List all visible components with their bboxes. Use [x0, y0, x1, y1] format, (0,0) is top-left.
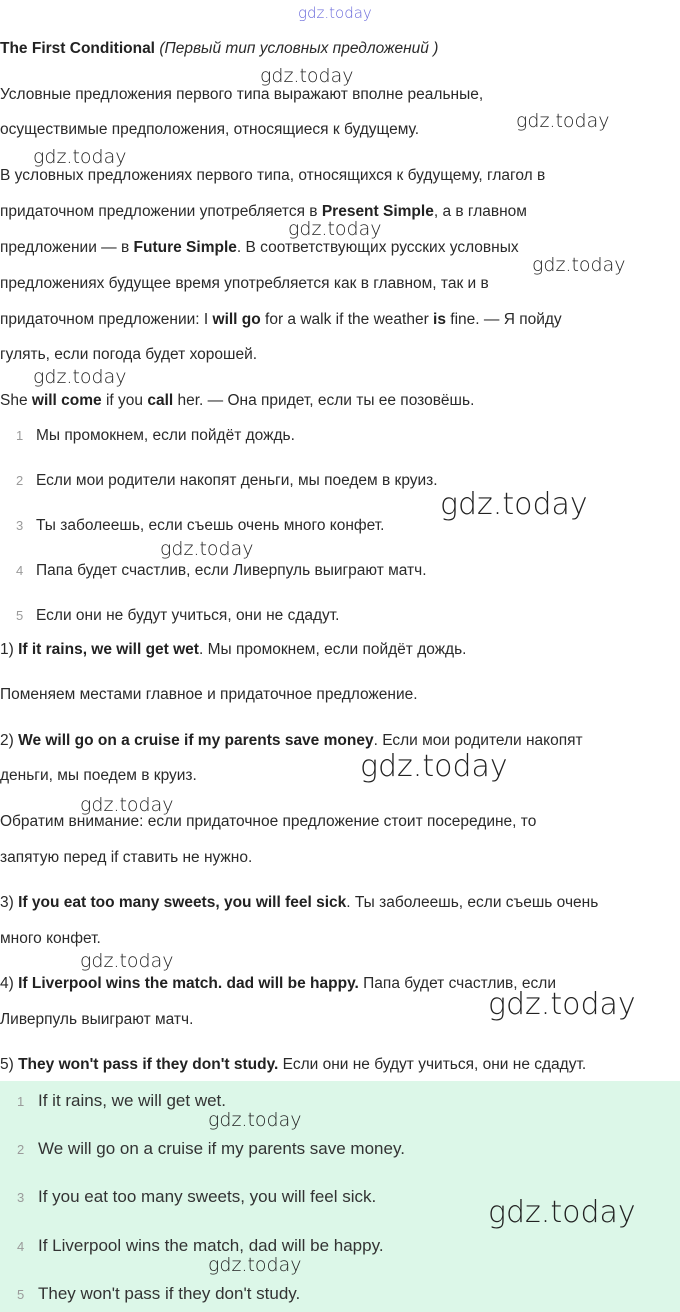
watermark: gdz.today: [208, 1254, 302, 1276]
task-item: Если мои родители накопят деньги, мы поедем в круиз.: [36, 472, 438, 489]
page-title: [0, 39, 438, 59]
watermark: gdz.today: [80, 950, 174, 972]
task-number: 2: [16, 473, 24, 488]
solution-answer: If it rains, we will get wet: [18, 641, 199, 658]
answer-item: If you eat too many sweets, you will feel sick.: [38, 1187, 377, 1206]
example-text: if you: [101, 392, 148, 409]
solution-1: [0, 640, 467, 660]
task-number: 3: [16, 518, 24, 533]
rule-text: fine. — Я пойду: [445, 311, 562, 328]
task-item: Ты заболеешь, если съешь очень много конфет.: [36, 517, 385, 534]
rule-present-simple: Present Simple: [321, 203, 434, 220]
task-item: Если они не будут учиться, они не сдадут.: [36, 607, 340, 624]
rule-text: придаточном предложении: I: [0, 311, 213, 328]
task-number: 4: [16, 563, 24, 578]
solution-translation: . Если мои родители накопят: [373, 732, 583, 749]
solution-translation: Если они не будут учиться, они не сдадут.: [278, 1056, 587, 1073]
rule-line-3: [0, 238, 519, 258]
rule-text: for a walk if the weather: [260, 311, 434, 328]
rule-bold: will go: [212, 311, 261, 328]
rule-bold: is: [433, 311, 446, 328]
answer-number: 4: [17, 1239, 25, 1254]
rule-line-1: В условных предложениях первого типа, относящихся к будущему, глагол в: [0, 167, 546, 184]
rule-line-5: [0, 310, 562, 330]
example-sentence: [0, 391, 474, 411]
task-number: 1: [16, 428, 24, 443]
solution-2: [0, 731, 583, 751]
solution-translation: . Ты заболеешь, если съешь очень: [346, 894, 599, 911]
solution-4-cont: Ливерпуль выиграют матч.: [0, 1011, 194, 1028]
solution-2-note-2: запятую перед if ставить не нужно.: [0, 849, 253, 866]
example-text: her. — Она придет, если ты ее позовёшь.: [173, 392, 475, 409]
answer-item: They won't pass if they don't study.: [38, 1284, 301, 1303]
solution-number: 3): [0, 894, 19, 911]
rule-text: , а в главном: [433, 203, 527, 220]
example-bold: will come: [31, 392, 102, 409]
title-italic: (Первый тип условных предложений ): [159, 40, 439, 57]
watermark: gdz.today: [288, 218, 382, 240]
solution-2-cont: деньги, мы поедем в круиз.: [0, 767, 197, 784]
answer-item: If Liverpool wins the match, dad will be happy.: [38, 1236, 384, 1255]
watermark: gdz.today: [33, 366, 127, 388]
rule-future-simple: Future Simple: [133, 239, 237, 256]
solution-number: 2): [0, 732, 19, 749]
watermark: gdz.today: [532, 254, 626, 276]
watermark: gdz.today: [440, 487, 588, 522]
solution-2-note-1: Обратим внимание: если придаточное предложение стоит посередине, то: [0, 813, 537, 830]
title-bold: The First Conditional: [0, 40, 155, 57]
solution-number: 5): [0, 1056, 19, 1073]
solution-3-cont: много конфет.: [0, 930, 101, 947]
rule-text: . В соответствующих русских условных: [236, 239, 519, 256]
watermark-top: gdz.today: [298, 4, 372, 22]
solution-answer: If you eat too many sweets, you will feel sick: [18, 894, 347, 911]
example-bold: call: [147, 392, 174, 409]
watermark: gdz.today: [208, 1109, 302, 1131]
solution-answer: We will go on a cruise if my parents save money: [18, 732, 374, 749]
answer-number: 1: [17, 1094, 25, 1109]
answer-item: We will go on a cruise if my parents save money.: [38, 1139, 405, 1158]
solution-translation: Папа будет счастлив, если: [358, 975, 556, 992]
example-text: She: [0, 392, 32, 409]
solution-number: 1): [0, 641, 19, 658]
solution-1-note: Поменяем местами главное и придаточное предложение.: [0, 686, 418, 703]
watermark: gdz.today: [360, 749, 508, 784]
watermark: gdz.today: [488, 987, 636, 1022]
task-number: 5: [16, 608, 24, 623]
rule-line-2: [0, 202, 527, 222]
answer-number: 5: [17, 1287, 25, 1302]
answer-item: If it rains, we will get wet.: [38, 1091, 227, 1110]
solution-4: [0, 974, 556, 994]
answer-number: 2: [17, 1142, 25, 1157]
task-item: Папа будет счастлив, если Ливерпуль выиграют матч.: [36, 562, 427, 579]
task-item: Мы промокнем, если пойдёт дождь.: [36, 427, 295, 444]
intro-line-2: осуществимые предположения, относящиеся к будущему.: [0, 121, 420, 138]
rule-text: придаточном предложении употребляется в: [0, 203, 322, 220]
watermark: gdz.today: [516, 110, 610, 132]
solution-answer: If Liverpool wins the match. dad will be happy.: [18, 975, 359, 992]
intro-line-1: Условные предложения первого типа выражают вполне реальные,: [0, 86, 484, 103]
solution-3: [0, 893, 598, 913]
answer-number: 3: [17, 1190, 25, 1205]
rule-line-4: предложениях будущее время употребляется как в главном, так и в: [0, 275, 489, 292]
solution-5: [0, 1055, 586, 1075]
solution-translation: . Мы промокнем, если пойдёт дождь.: [198, 641, 467, 658]
watermark: gdz.today: [260, 65, 354, 87]
solution-number: 4): [0, 975, 19, 992]
solution-answer: They won't pass if they don't study.: [18, 1056, 279, 1073]
rule-line-6: гулять, если погода будет хорошей.: [0, 346, 258, 363]
watermark: gdz.today: [160, 538, 254, 560]
rule-text: предложении — в: [0, 239, 134, 256]
watermark: gdz.today: [80, 794, 174, 816]
watermark: gdz.today: [33, 146, 127, 168]
watermark: gdz.today: [488, 1195, 636, 1230]
